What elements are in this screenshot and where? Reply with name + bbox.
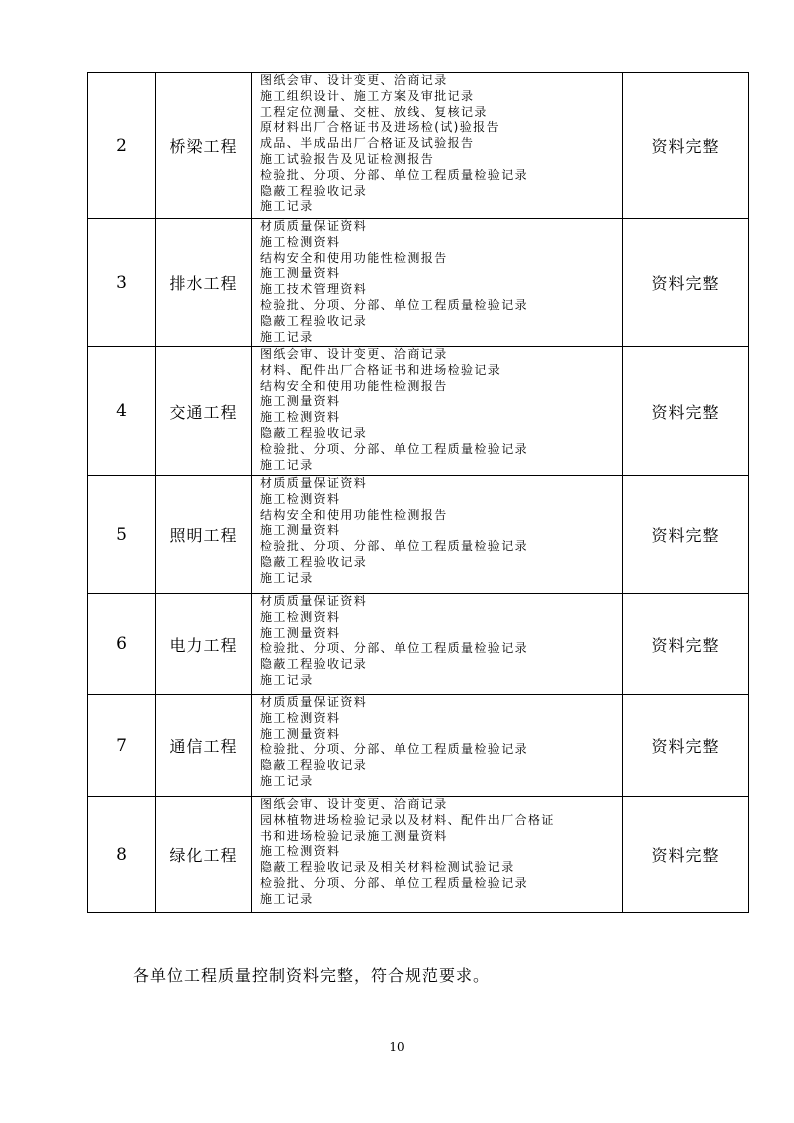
table-row <box>88 476 749 594</box>
record-item: 施工记录 <box>260 570 314 585</box>
table-row <box>88 797 749 913</box>
record-item: 施工记录 <box>260 891 314 906</box>
record-item: 施工测量资料 <box>260 523 341 538</box>
status-text: 资料完整 <box>623 594 749 695</box>
record-item: 材料、配件出厂合格证书和进场检验记录 <box>260 362 502 377</box>
row-number: 3 <box>88 219 156 347</box>
record-item: 施工记录 <box>260 773 314 788</box>
project-name: 交通工程 <box>156 347 252 476</box>
record-item: 施工检测资料 <box>260 234 341 249</box>
status-text: 资料完整 <box>623 797 749 913</box>
record-item: 隐蔽工程验收记录 <box>260 313 368 328</box>
record-item: 施工检测资料 <box>260 410 341 425</box>
table-row <box>88 594 749 695</box>
record-item: 检验批、分项、分部、单位工程质量检验记录 <box>260 641 529 656</box>
record-item: 检验批、分项、分部、单位工程质量检验记录 <box>260 539 529 554</box>
record-item: 隐蔽工程验收记录 <box>260 657 368 672</box>
record-item: 隐蔽工程验收记录及相关材料检测试验记录 <box>260 860 515 875</box>
project-name: 通信工程 <box>156 695 252 797</box>
record-items <box>252 797 623 913</box>
row-number: 2 <box>88 73 156 219</box>
record-item: 施工记录 <box>260 199 314 214</box>
status-text: 资料完整 <box>623 219 749 347</box>
record-item: 施工记录 <box>260 329 314 344</box>
record-items <box>252 347 623 476</box>
row-number: 8 <box>88 797 156 913</box>
record-item: 检验批、分项、分部、单位工程质量检验记录 <box>260 441 529 456</box>
quality-records-table <box>87 72 749 913</box>
record-item: 材质质量保证资料 <box>260 219 368 233</box>
record-item: 材质质量保证资料 <box>260 476 368 490</box>
record-item: 检验批、分项、分部、单位工程质量检验记录 <box>260 742 529 757</box>
status-text: 资料完整 <box>623 347 749 476</box>
page-number: 10 <box>389 1040 405 1054</box>
record-item: 施工检测资料 <box>260 844 341 859</box>
record-item: 原材料出厂合格证书及进场检(试)验报告 <box>260 120 500 135</box>
project-name: 桥梁工程 <box>156 73 252 219</box>
table-body <box>88 73 749 913</box>
record-item: 检验批、分项、分部、单位工程质量检验记录 <box>260 167 529 182</box>
project-name: 照明工程 <box>156 476 252 594</box>
record-item: 图纸会审、设计变更、洽商记录 <box>260 73 448 87</box>
record-item: 施工检测资料 <box>260 609 341 624</box>
record-item: 结构安全和使用功能性检测报告 <box>260 507 448 522</box>
record-item: 材质质量保证资料 <box>260 695 368 709</box>
record-item: 隐蔽工程验收记录 <box>260 758 368 773</box>
table-row <box>88 347 749 476</box>
record-item: 园林植物进场检验记录以及材料、配件出厂合格证 <box>260 812 555 827</box>
record-item: 施工技术管理资料 <box>260 282 368 297</box>
status-text: 资料完整 <box>623 476 749 594</box>
project-name: 绿化工程 <box>156 797 252 913</box>
record-item: 图纸会审、设计变更、洽商记录 <box>260 797 448 811</box>
record-item: 施工测量资料 <box>260 726 341 741</box>
record-item: 书和进场检验记录施工测量资料 <box>260 828 448 843</box>
status-text: 资料完整 <box>623 73 749 219</box>
record-item: 施工组织设计、施工方案及审批记录 <box>260 88 475 103</box>
record-item: 结构安全和使用功能性检测报告 <box>260 250 448 265</box>
record-items <box>252 476 623 594</box>
record-item: 施工测量资料 <box>260 394 341 409</box>
record-items <box>252 219 623 347</box>
project-name: 电力工程 <box>156 594 252 695</box>
record-item: 检验批、分项、分部、单位工程质量检验记录 <box>260 297 529 312</box>
row-number: 7 <box>88 695 156 797</box>
row-number: 6 <box>88 594 156 695</box>
row-number: 4 <box>88 347 156 476</box>
record-item: 施工记录 <box>260 672 314 687</box>
summary-text: 各单位工程质量控制资料完整，符合规范要求。 <box>133 966 491 985</box>
record-item: 施工检测资料 <box>260 491 341 506</box>
record-items <box>252 695 623 797</box>
record-item: 图纸会审、设计变更、洽商记录 <box>260 347 448 361</box>
record-item: 隐蔽工程验收记录 <box>260 554 368 569</box>
table-row <box>88 219 749 347</box>
record-item: 检验批、分项、分部、单位工程质量检验记录 <box>260 875 529 890</box>
record-items <box>252 73 623 219</box>
record-item: 工程定位测量、交桩、放线、复核记录 <box>260 104 488 119</box>
row-number: 5 <box>88 476 156 594</box>
record-item: 施工测量资料 <box>260 625 341 640</box>
record-item: 成品、半成品出厂合格证及试验报告 <box>260 136 475 151</box>
record-item: 材质质量保证资料 <box>260 594 368 608</box>
record-item: 隐蔽工程验收记录 <box>260 425 368 440</box>
table-row <box>88 73 749 219</box>
status-text: 资料完整 <box>623 695 749 797</box>
record-item: 隐蔽工程验收记录 <box>260 183 368 198</box>
table-row <box>88 695 749 797</box>
record-items <box>252 594 623 695</box>
record-item: 结构安全和使用功能性检测报告 <box>260 378 448 393</box>
project-name: 排水工程 <box>156 219 252 347</box>
record-item: 施工检测资料 <box>260 710 341 725</box>
record-item: 施工试验报告及见证检测报告 <box>260 151 435 166</box>
record-item: 施工记录 <box>260 457 314 472</box>
record-item: 施工测量资料 <box>260 266 341 281</box>
